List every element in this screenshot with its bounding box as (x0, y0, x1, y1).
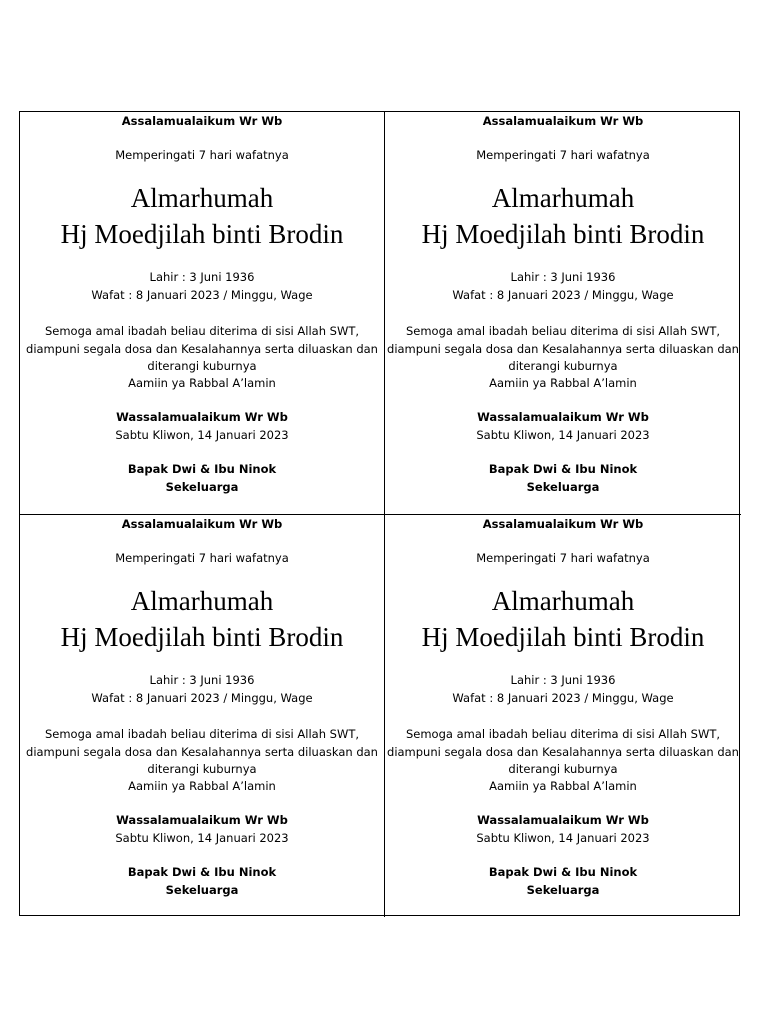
death-date: Wafat : 8 Januari 2023 / Minggu, Wage (91, 288, 313, 302)
greeting: Assalamualaikum Wr Wb (482, 114, 644, 128)
event-date: Sabtu Kliwon, 14 Januari 2023 (115, 428, 289, 442)
birth-date: Lahir : 3 Juni 1936 (149, 673, 255, 687)
deceased-title: Almarhumah (130, 183, 274, 213)
greeting: Assalamualaikum Wr Wb (121, 114, 283, 128)
memorial-card (385, 515, 741, 917)
event-date: Sabtu Kliwon, 14 Januari 2023 (476, 831, 650, 845)
birth-date: Lahir : 3 Juni 1936 (510, 673, 616, 687)
family-suffix: Sekeluarga (526, 480, 600, 494)
prayer-amen: Aamiin ya Rabbal A’lamin (128, 779, 276, 793)
deceased-name: Hj Moedjilah binti Brodin (60, 219, 344, 249)
prayer-amen: Aamiin ya Rabbal A’lamin (489, 779, 637, 793)
deceased-name: Hj Moedjilah binti Brodin (421, 219, 705, 249)
prayer-amen: Aamiin ya Rabbal A’lamin (128, 376, 276, 390)
closing-greeting: Wassalamualaikum Wr Wb (477, 813, 649, 827)
deceased-title: Almarhumah (491, 586, 635, 616)
death-date: Wafat : 8 Januari 2023 / Minggu, Wage (452, 691, 674, 705)
prayer-line: Semoga amal ibadah beliau diterima di sisi Allah SWT, (44, 324, 360, 338)
birth-date: Lahir : 3 Juni 1936 (149, 270, 255, 284)
prayer-line: diampuni segala dosa dan Kesalahannya serta diluaskan dan (26, 745, 378, 759)
deceased-name: Hj Moedjilah binti Brodin (60, 622, 344, 652)
greeting: Assalamualaikum Wr Wb (121, 517, 283, 531)
death-date: Wafat : 8 Januari 2023 / Minggu, Wage (452, 288, 674, 302)
family-suffix: Sekeluarga (526, 883, 600, 897)
card-sheet (19, 111, 740, 916)
occasion: Memperingati 7 hari wafatnya (476, 551, 650, 565)
family-name: Bapak Dwi & Ibu Ninok (127, 462, 277, 476)
occasion: Memperingati 7 hari wafatnya (476, 148, 650, 162)
occasion: Memperingati 7 hari wafatnya (115, 551, 289, 565)
birth-date: Lahir : 3 Juni 1936 (510, 270, 616, 284)
prayer-line: Semoga amal ibadah beliau diterima di sisi Allah SWT, (44, 727, 360, 741)
greeting: Assalamualaikum Wr Wb (482, 517, 644, 531)
event-date: Sabtu Kliwon, 14 Januari 2023 (115, 831, 289, 845)
deceased-title: Almarhumah (491, 183, 635, 213)
prayer-line: diampuni segala dosa dan Kesalahannya serta diluaskan dan (387, 745, 739, 759)
memorial-card (20, 515, 385, 917)
family-suffix: Sekeluarga (165, 883, 239, 897)
closing-greeting: Wassalamualaikum Wr Wb (477, 410, 649, 424)
deceased-title: Almarhumah (130, 586, 274, 616)
family-name: Bapak Dwi & Ibu Ninok (127, 865, 277, 879)
closing-greeting: Wassalamualaikum Wr Wb (116, 410, 288, 424)
prayer-line: Semoga amal ibadah beliau diterima di sisi Allah SWT, (405, 324, 721, 338)
prayer-line: diterangi kuburnya (147, 762, 257, 776)
prayer-line: diampuni segala dosa dan Kesalahannya serta diluaskan dan (26, 342, 378, 356)
family-name: Bapak Dwi & Ibu Ninok (488, 462, 638, 476)
event-date: Sabtu Kliwon, 14 Januari 2023 (476, 428, 650, 442)
family-name: Bapak Dwi & Ibu Ninok (488, 865, 638, 879)
prayer-line: diterangi kuburnya (508, 359, 618, 373)
deceased-name: Hj Moedjilah binti Brodin (421, 622, 705, 652)
memorial-card (385, 112, 741, 515)
prayer-line: diterangi kuburnya (147, 359, 257, 373)
prayer-amen: Aamiin ya Rabbal A’lamin (489, 376, 637, 390)
death-date: Wafat : 8 Januari 2023 / Minggu, Wage (91, 691, 313, 705)
prayer-line: diterangi kuburnya (508, 762, 618, 776)
closing-greeting: Wassalamualaikum Wr Wb (116, 813, 288, 827)
memorial-card (20, 112, 385, 515)
prayer-line: diampuni segala dosa dan Kesalahannya serta diluaskan dan (387, 342, 739, 356)
occasion: Memperingati 7 hari wafatnya (115, 148, 289, 162)
family-suffix: Sekeluarga (165, 480, 239, 494)
prayer-line: Semoga amal ibadah beliau diterima di sisi Allah SWT, (405, 727, 721, 741)
